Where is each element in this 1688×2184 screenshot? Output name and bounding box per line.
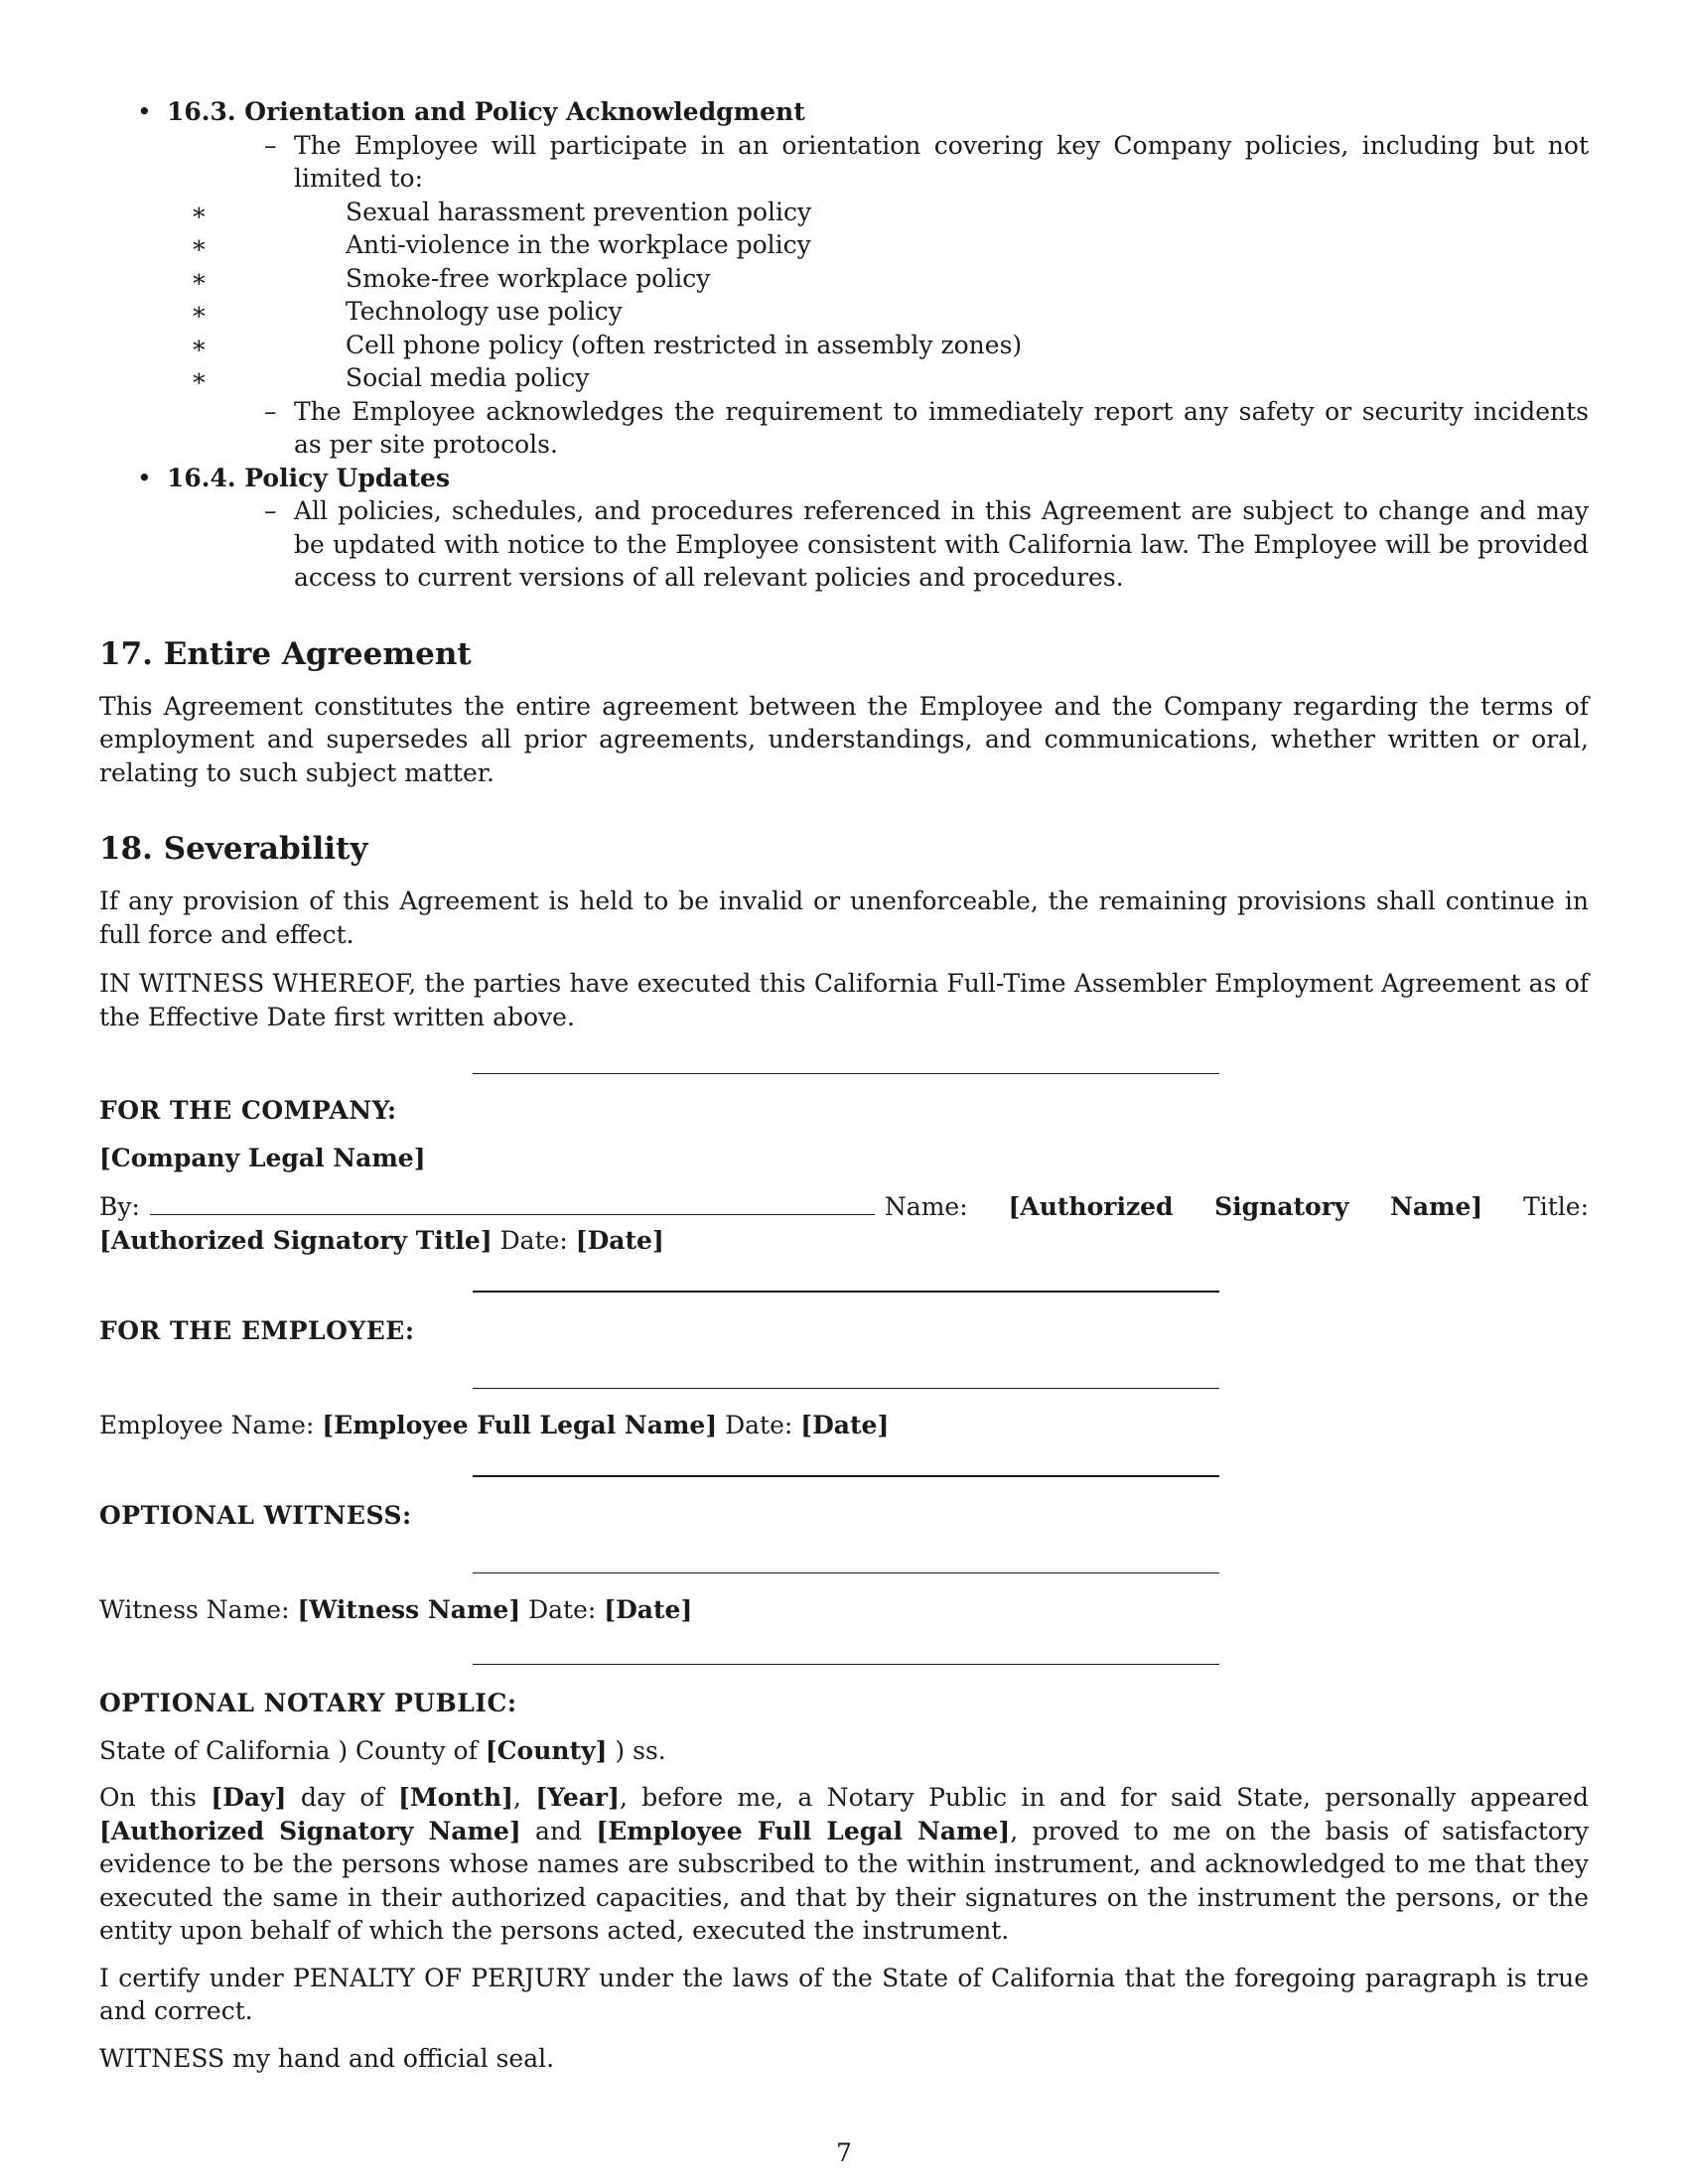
policy-item: ∗ Anti-violence in the workplace policy <box>167 228 1589 262</box>
incident-report-item: – The Employee acknowledges the requirement to immediately report any safety or security incidents as per site protocols. <box>167 395 1589 462</box>
notary-acknowledgment: On this [Day] day of [Month], [Year], before me, a Notary Public in and for said State, personally appeared [Authorized Signatory Name] and [Employee Full Legal Name], proved to me on the basis of satisfactory evidence to be the persons whose names are subscribed to the within instrument, and acknowledged to me that they executed the same in their authorized capacities, and that by their signatures on the instrument the persons, or the entity upon behalf of which the persons acted, executed the instrument. <box>99 1783 1590 1945</box>
document-page <box>99 95 1589 2085</box>
notary-venue: State of California ) County of [County] ) ss. <box>99 1735 666 1765</box>
notary-month: [Month] <box>398 1783 513 1812</box>
perjury-statement: I certify under PENALTY OF PERJURY under the laws of the State of California that the foregoing paragraph is true and correct. <box>99 1963 1589 2025</box>
notary-signatory: [Authorized Signatory Name] <box>99 1816 521 1845</box>
severability-text: If any provision of this Agreement is held to be invalid or unenforceable, the remaining provisions shall continue in full force and effect. <box>99 887 1589 949</box>
orientation-item <box>167 129 1589 395</box>
section-heading-18: 18. Severability <box>99 831 368 867</box>
employee-signature-line[interactable] <box>473 1388 1219 1389</box>
entire-agreement-text: This Agreement constitutes the entire agreement between the Employee and the Company regarding the terms of employment and supersedes all prior agreements, understandings, and communications, whether written or oral, relating to such subject matter. <box>99 691 1589 787</box>
company-signature-row: By: Name: [Authorized Signatory Name] Title: [Authorized Signatory Title] Date: [Date] <box>99 1192 1590 1255</box>
signature-line[interactable] <box>473 1475 1219 1477</box>
page-number: 7 <box>836 2138 852 2167</box>
notary-year: [Year] <box>535 1783 620 1812</box>
subsection-list <box>99 95 1589 595</box>
subsection-heading: 16.4. Policy Updates <box>167 463 451 492</box>
policy-item: ∗ Social media policy <box>167 361 1589 395</box>
witness-signature-line[interactable] <box>473 1572 1219 1573</box>
witness-clause: IN WITNESS WHEREOF, the parties have executed this California Full-Time Assembler Employment Agreement as of the Effective Date first written above. <box>99 969 1589 1031</box>
witness-date: [Date] <box>604 1594 693 1624</box>
seal-statement: WITNESS my hand and official seal. <box>99 2043 555 2073</box>
signature-line[interactable] <box>473 1664 1219 1665</box>
employee-row: Employee Name: [Employee Full Legal Name] Date: [Date] <box>99 1410 890 1439</box>
subsection-16-4 <box>99 462 1589 595</box>
policy-item: ∗ Technology use policy <box>167 295 1589 329</box>
policy-list <box>167 196 1589 395</box>
signature-line[interactable] <box>473 1291 1219 1293</box>
employee-date: [Date] <box>800 1410 890 1439</box>
employee-label: FOR THE EMPLOYEE: <box>99 1316 415 1345</box>
policy-updates-item: – All policies, schedules, and procedures referenced in this Agreement are subject to change and may be updated with notice to the Employee consistent with California law. The Employee will be provided access to current versions of all relevant policies and procedures. <box>167 494 1589 595</box>
company-date: [Date] <box>575 1225 664 1255</box>
policy-item: ∗ Sexual harassment prevention policy <box>167 196 1589 229</box>
signatory-title: [Authorized Signatory Title] <box>99 1225 492 1255</box>
signature-line[interactable] <box>473 1073 1219 1074</box>
company-legal-name: [Company Legal Name] <box>99 1143 426 1172</box>
witness-row: Witness Name: [Witness Name] Date: [Date] <box>99 1594 693 1624</box>
witness-name: [Witness Name] <box>297 1594 521 1624</box>
notary-county: [County] <box>485 1735 608 1765</box>
signatory-name: [Authorized Signatory Name] <box>1008 1192 1483 1221</box>
witness-label: OPTIONAL WITNESS: <box>99 1501 412 1530</box>
subsection-heading: 16.3. Orientation and Policy Acknowledgment <box>167 97 805 126</box>
policy-item: ∗ Cell phone policy (often restricted in assembly zones) <box>167 329 1589 362</box>
policy-item: ∗ Smoke-free workplace policy <box>167 262 1589 296</box>
employee-name: [Employee Full Legal Name] <box>322 1410 718 1439</box>
notary-employee: [Employee Full Legal Name] <box>596 1816 1011 1845</box>
company-label: FOR THE COMPANY: <box>99 1096 397 1125</box>
notary-label: OPTIONAL NOTARY PUBLIC: <box>99 1689 517 1717</box>
section-heading-17: 17. Entire Agreement <box>99 635 472 672</box>
subsection-16-3 <box>99 95 1589 462</box>
orientation-intro: The Employee will participate in an orientation covering key Company policies, including but not limited to: <box>294 130 1589 193</box>
company-by-signature-line[interactable] <box>150 1192 875 1215</box>
notary-day: [Day] <box>211 1783 287 1812</box>
